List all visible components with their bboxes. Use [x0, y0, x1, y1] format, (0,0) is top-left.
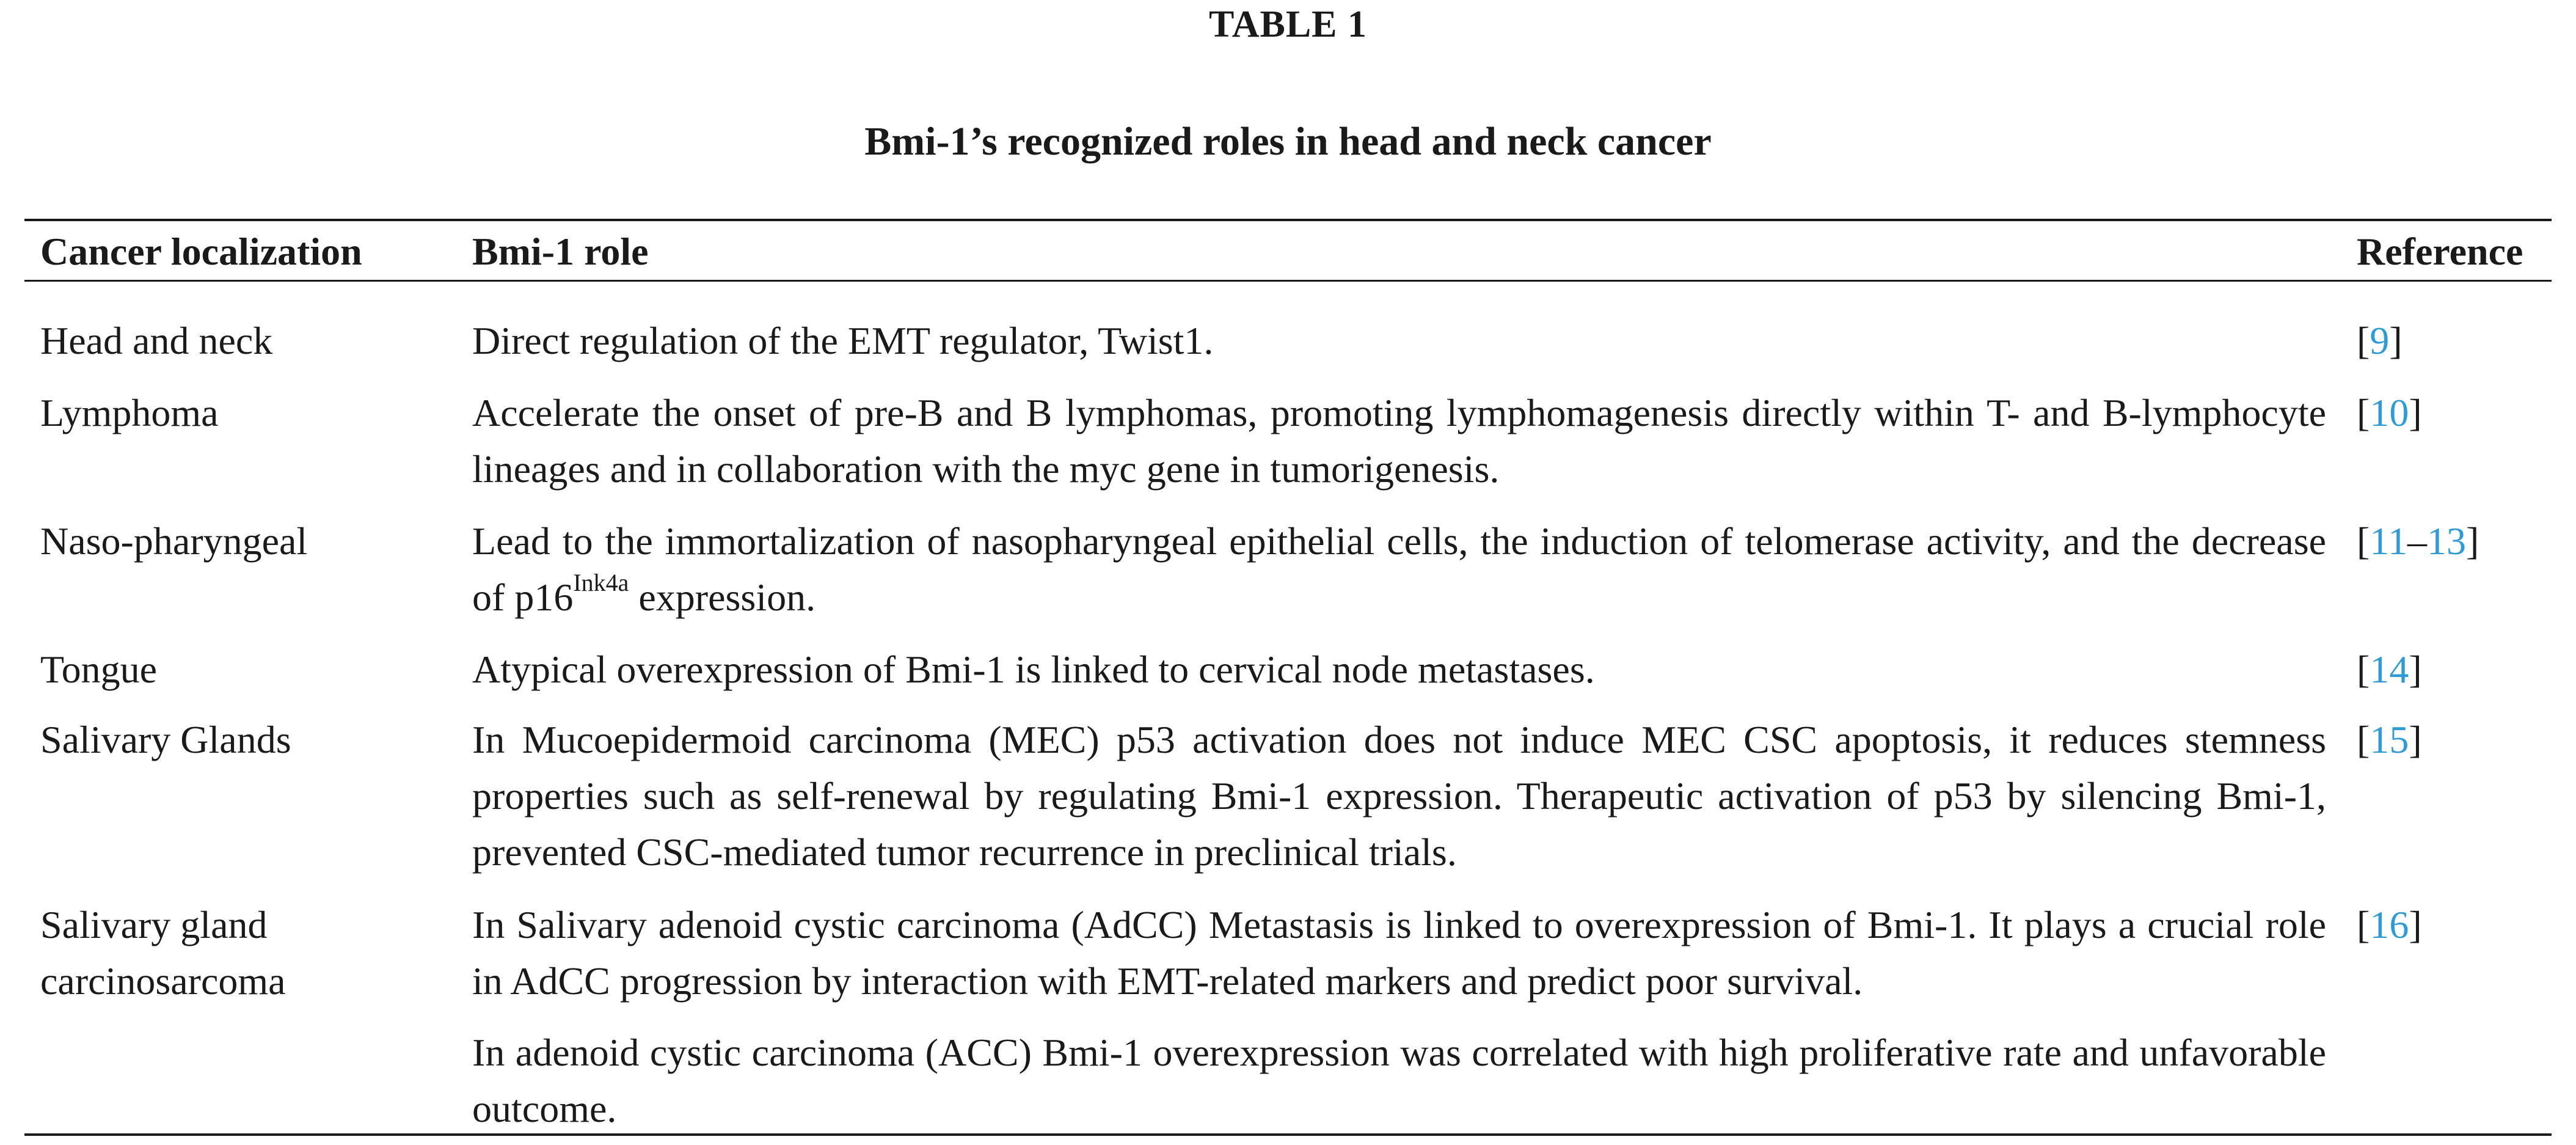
cell-localization: Salivary Glands	[40, 718, 291, 761]
cell-role: Accelerate the onset of pre-B and B lymphomas, promoting lymphomagenesis directly within T- and B-lymphocyte lineages and in collaboration with the myc gene in tumorigenesis.	[472, 391, 2326, 491]
cell-reference: [14]	[2357, 648, 2422, 691]
cell-localization: Naso-pharyngeal	[40, 519, 308, 563]
reference-link[interactable]: 11	[2370, 519, 2407, 563]
cell-reference: [9]	[2357, 319, 2403, 362]
reference-link[interactable]: 13	[2426, 519, 2466, 563]
header-bmi1-role: Bmi-1 role	[472, 230, 649, 273]
top-rule	[24, 219, 2552, 221]
cell-localization: Lymphoma	[40, 391, 219, 434]
cell-localization: Head and neck	[40, 319, 273, 362]
cell-reference: [16]	[2357, 903, 2422, 946]
superscript-ink4a: Ink4a	[573, 569, 629, 596]
cell-role: Direct regulation of the EMT regulator, Twist1.	[472, 319, 1214, 362]
reference-link[interactable]: 9	[2370, 319, 2390, 362]
cell-reference: [15]	[2357, 718, 2422, 761]
header-rule	[24, 280, 2552, 282]
cell-role: In adenoid cystic carcinoma (ACC) Bmi-1 overexpression was correlated with high proliferative rate and unfavorable outcome.	[472, 1031, 2326, 1130]
header-reference: Reference	[2357, 230, 2523, 273]
table-label: TABLE 1	[1208, 4, 1368, 45]
cell-role: Atypical overexpression of Bmi-1 is linked to cervical node metastases.	[472, 648, 1595, 691]
cell-reference: [10]	[2357, 391, 2422, 434]
cell-role: In Mucoepidermoid carcinoma (MEC) p53 activation does not induce MEC CSC apoptosis, it reduces stemness properties such as self-renewal by regulating Bmi-1 expression. Therapeutic activation of p53 by silencing Bmi-1, prevented CSC-mediated tumor recurrence in preclinical trials.	[472, 718, 2326, 874]
table-caption: Bmi-1’s recognized roles in head and neck cancer	[864, 119, 1712, 164]
cell-localization: Tongue	[40, 648, 158, 691]
reference-link[interactable]: 10	[2370, 391, 2409, 434]
cell-role: In Salivary adenoid cystic carcinoma (AdCC) Metastasis is linked to overexpression of Bmi-1. It plays a crucial role in AdCC progression by interaction with EMT-related markers and predict poor survival.	[472, 903, 2326, 1003]
cell-role: Lead to the immortalization of nasopharyngeal epithelial cells, the induction of telomerase activity, and the decrease of $p16^{Ink4a}$ expression.	[472, 519, 2326, 619]
reference-link[interactable]: 16	[2370, 903, 2409, 946]
header-cancer-localization: Cancer localization	[40, 230, 362, 273]
reference-link[interactable]: 14	[2370, 648, 2409, 691]
cell-reference: [11–13]	[2357, 519, 2479, 563]
cell-localization: Salivary gland carcinosarcoma	[40, 903, 286, 1003]
reference-link[interactable]: 15	[2370, 718, 2409, 761]
